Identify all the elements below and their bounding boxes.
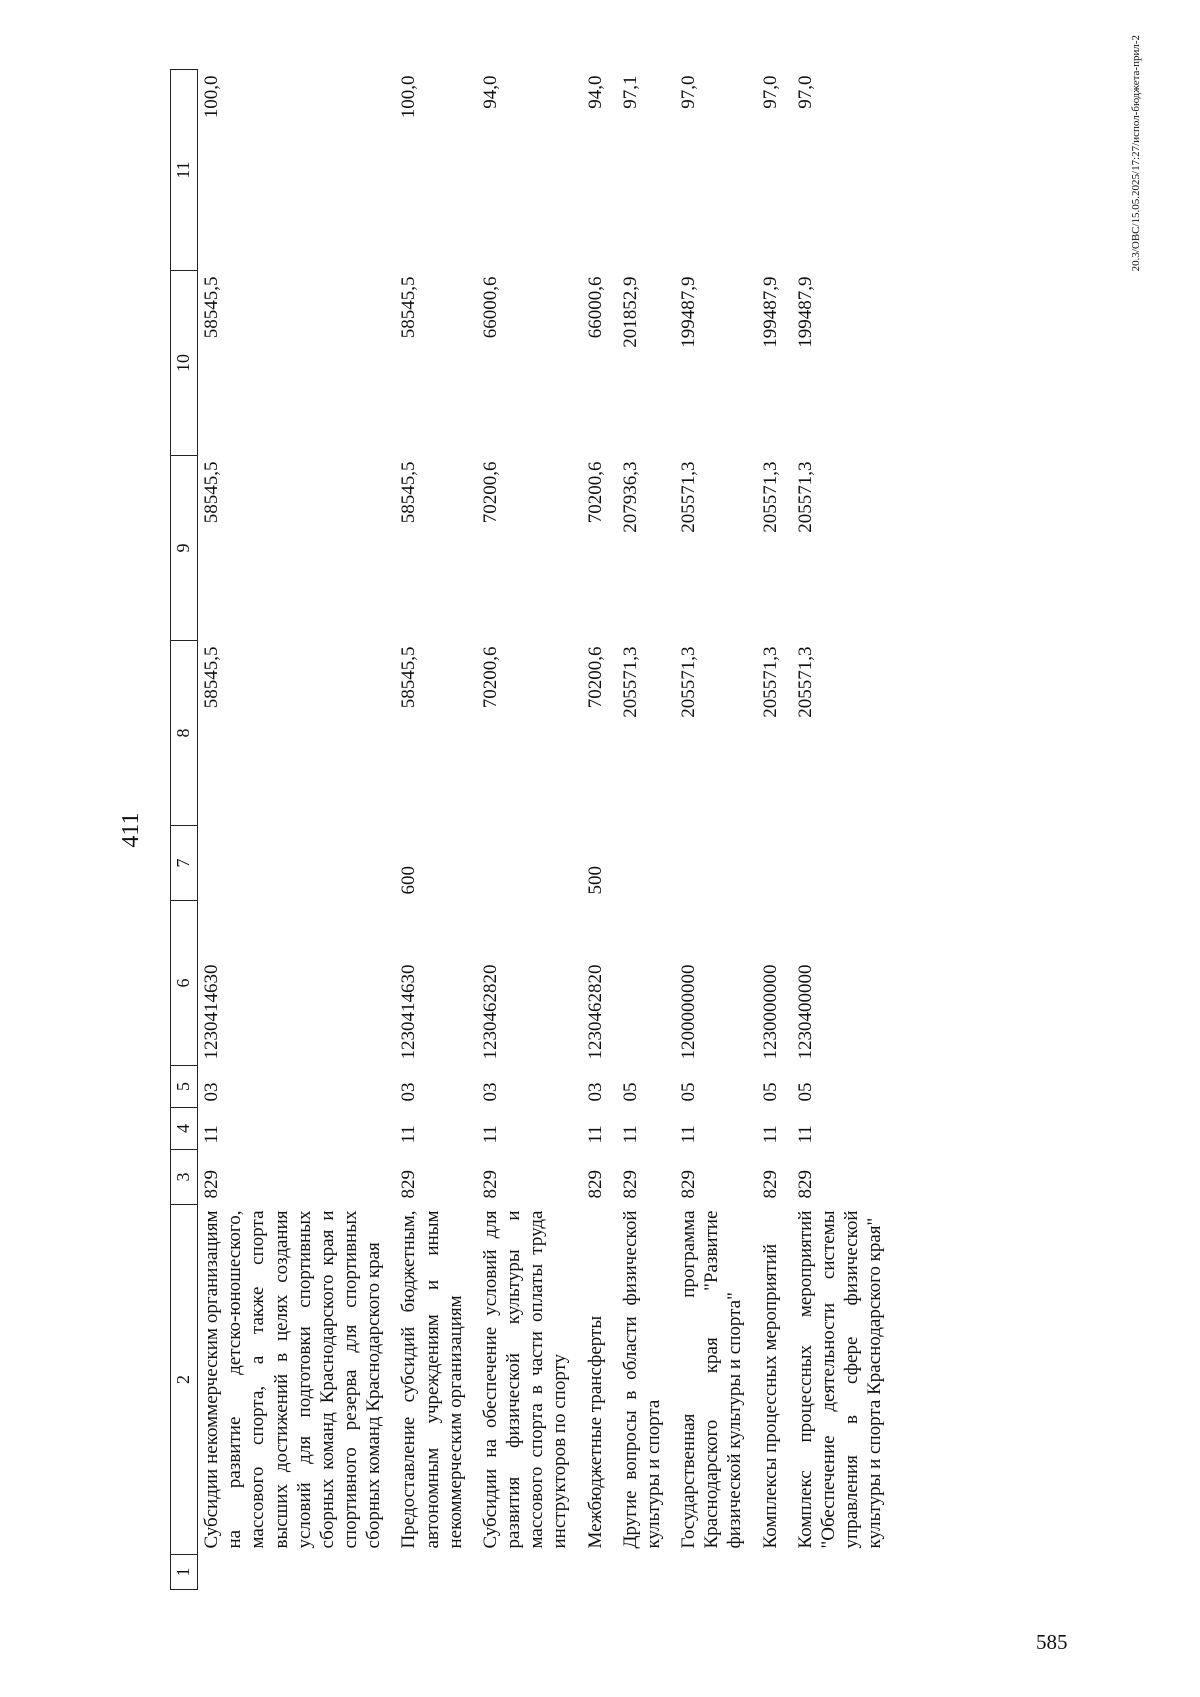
row-expense-type bbox=[757, 826, 792, 901]
row-col8: 70200,6 bbox=[584, 646, 606, 709]
row-expense-type bbox=[617, 826, 675, 901]
col-header-2: 2 bbox=[171, 1205, 198, 1555]
row-ved-code: 829 bbox=[759, 1170, 781, 1199]
row-name: Другие вопросы в области физической культуры и спорта bbox=[619, 1210, 664, 1549]
table-row bbox=[477, 70, 582, 1590]
row-col10: 58545,5 bbox=[398, 276, 420, 339]
row-col9: 70200,6 bbox=[584, 461, 606, 524]
row-section: 11 bbox=[584, 1125, 606, 1144]
row-target-code: 1230000000 bbox=[759, 964, 781, 1060]
row-col11: 97,0 bbox=[678, 75, 700, 109]
row-name: Предоставление субсидий бюджетным, автономным учреждениям и иным некоммерческим организациям bbox=[398, 1210, 466, 1549]
col-header-10: 10 bbox=[171, 271, 198, 456]
row-section: 11 bbox=[479, 1125, 501, 1144]
row-subsection: 03 bbox=[584, 1082, 606, 1102]
row-col10: 58545,5 bbox=[201, 276, 222, 339]
col-header-9: 9 bbox=[171, 456, 198, 641]
col-header-1: 1 bbox=[171, 1555, 198, 1590]
table-row bbox=[792, 70, 897, 1590]
table-row bbox=[617, 70, 675, 1590]
row-expense-type bbox=[198, 826, 396, 901]
row-col8: 58545,5 bbox=[201, 646, 222, 709]
row-name: Комплекс процессных мероприятий "Обеспечение деятельности системы управления в сфере физической культуры и спорта Краснодарского края" bbox=[794, 1210, 886, 1549]
row-col11: 97,0 bbox=[759, 75, 781, 109]
row-col11: 97,1 bbox=[619, 75, 641, 109]
table-row bbox=[757, 70, 792, 1590]
row-target-code: 1230414630 bbox=[201, 964, 222, 1060]
col-header-7: 7 bbox=[171, 826, 198, 901]
row-section: 11 bbox=[759, 1125, 781, 1144]
row-expense-type: 500 bbox=[584, 866, 606, 895]
row-col8: 70200,6 bbox=[479, 646, 501, 709]
row-expense-type bbox=[792, 826, 897, 901]
page-header-number: 411 bbox=[118, 812, 144, 848]
row-col10: 199487,9 bbox=[678, 276, 700, 348]
row-target-code: 1230462820 bbox=[479, 964, 501, 1060]
row-section: 11 bbox=[619, 1125, 641, 1144]
row-col11: 94,0 bbox=[584, 75, 606, 109]
col-header-8: 8 bbox=[171, 641, 198, 826]
row-col9: 205571,3 bbox=[794, 461, 816, 533]
row-col10: 199487,9 bbox=[794, 276, 816, 348]
row-col11: 100,0 bbox=[201, 75, 222, 119]
row-col11: 100,0 bbox=[398, 75, 420, 119]
row-expense-type bbox=[477, 826, 582, 901]
row-col8: 205571,3 bbox=[619, 646, 641, 718]
row-col10: 66000,6 bbox=[479, 276, 501, 339]
rotated-document-sheet bbox=[110, 30, 1150, 1630]
row-subsection: 05 bbox=[619, 1082, 641, 1102]
document-footer-code: 20.3/ОВС/15.05.2025/17:27/испол-бюджета-прил-2 bbox=[1130, 35, 1142, 272]
row-subsection: 05 bbox=[759, 1082, 781, 1102]
row-ved-code: 829 bbox=[794, 1170, 816, 1199]
row-ved-code: 829 bbox=[678, 1170, 700, 1199]
table-row bbox=[582, 70, 617, 1590]
row-name: Субсидии некоммерческим организациям на развитие детско-юношеского, массового спорта, а также спорта высших достижений в целях создания условий для подготовки спортивных сборных команд Краснодарского края и спортивного резерва для спортивных сборных команд Краснодарского края bbox=[201, 1210, 385, 1549]
row-section: 11 bbox=[678, 1125, 700, 1144]
table-header-row bbox=[171, 70, 198, 1590]
row-col8: 205571,3 bbox=[678, 646, 700, 718]
row-target-code bbox=[617, 901, 675, 1066]
row-target-code: 1200000000 bbox=[678, 964, 700, 1060]
row-col10: 66000,6 bbox=[584, 276, 606, 339]
row-col9: 58545,5 bbox=[201, 461, 222, 524]
row-name: Государственная программа Краснодарского края "Развитие физической культуры и спорта" bbox=[678, 1210, 746, 1549]
budget-table bbox=[170, 69, 896, 1590]
row-col10: 199487,9 bbox=[759, 276, 781, 348]
row-col9: 205571,3 bbox=[759, 461, 781, 533]
col-header-6: 6 bbox=[171, 901, 198, 1066]
row-section: 11 bbox=[398, 1125, 420, 1144]
row-col9: 205571,3 bbox=[678, 461, 700, 533]
row-ved-code: 829 bbox=[398, 1170, 420, 1199]
col-header-3: 3 bbox=[171, 1150, 198, 1205]
row-subsection: 05 bbox=[678, 1082, 700, 1102]
col-header-11: 11 bbox=[171, 70, 198, 271]
row-col9: 207936,3 bbox=[619, 461, 641, 533]
row-section: 11 bbox=[201, 1125, 222, 1144]
row-name: Комплексы процессных мероприятий bbox=[759, 1243, 781, 1549]
row-name: Субсидии на обеспечение условий для развития физической культуры и массового спорта в части оплаты труда инструкторов по спорту bbox=[479, 1210, 571, 1549]
row-expense-type: 600 bbox=[398, 866, 420, 895]
table-row bbox=[395, 70, 477, 1590]
row-subsection: 03 bbox=[479, 1082, 501, 1102]
row-target-code: 1230400000 bbox=[794, 964, 816, 1060]
row-subsection: 03 bbox=[398, 1082, 420, 1102]
row-col11: 94,0 bbox=[479, 75, 501, 109]
row-col8: 205571,3 bbox=[794, 646, 816, 718]
row-target-code: 1230462820 bbox=[584, 964, 606, 1060]
row-col9: 58545,5 bbox=[398, 461, 420, 524]
row-ved-code: 829 bbox=[479, 1170, 501, 1199]
row-col8: 58545,5 bbox=[398, 646, 420, 709]
row-section: 11 bbox=[794, 1125, 816, 1144]
row-col9: 70200,6 bbox=[479, 461, 501, 524]
row-expense-type bbox=[675, 826, 757, 901]
row-col11: 97,0 bbox=[794, 75, 816, 109]
col-header-4: 4 bbox=[171, 1108, 198, 1150]
table-row bbox=[198, 70, 396, 1590]
row-subsection: 05 bbox=[794, 1082, 816, 1102]
row-col10: 201852,9 bbox=[619, 276, 641, 348]
page-number: 585 bbox=[1036, 1630, 1068, 1654]
table-row bbox=[675, 70, 757, 1590]
row-ved-code: 829 bbox=[619, 1170, 641, 1199]
row-target-code: 1230414630 bbox=[398, 964, 420, 1060]
col-header-5: 5 bbox=[171, 1066, 198, 1108]
row-subsection: 03 bbox=[201, 1082, 222, 1102]
row-ved-code: 829 bbox=[584, 1170, 606, 1199]
row-col8: 205571,3 bbox=[759, 646, 781, 718]
row-name: Межбюджетные трансферты bbox=[584, 1315, 606, 1549]
row-ved-code: 829 bbox=[201, 1170, 222, 1199]
